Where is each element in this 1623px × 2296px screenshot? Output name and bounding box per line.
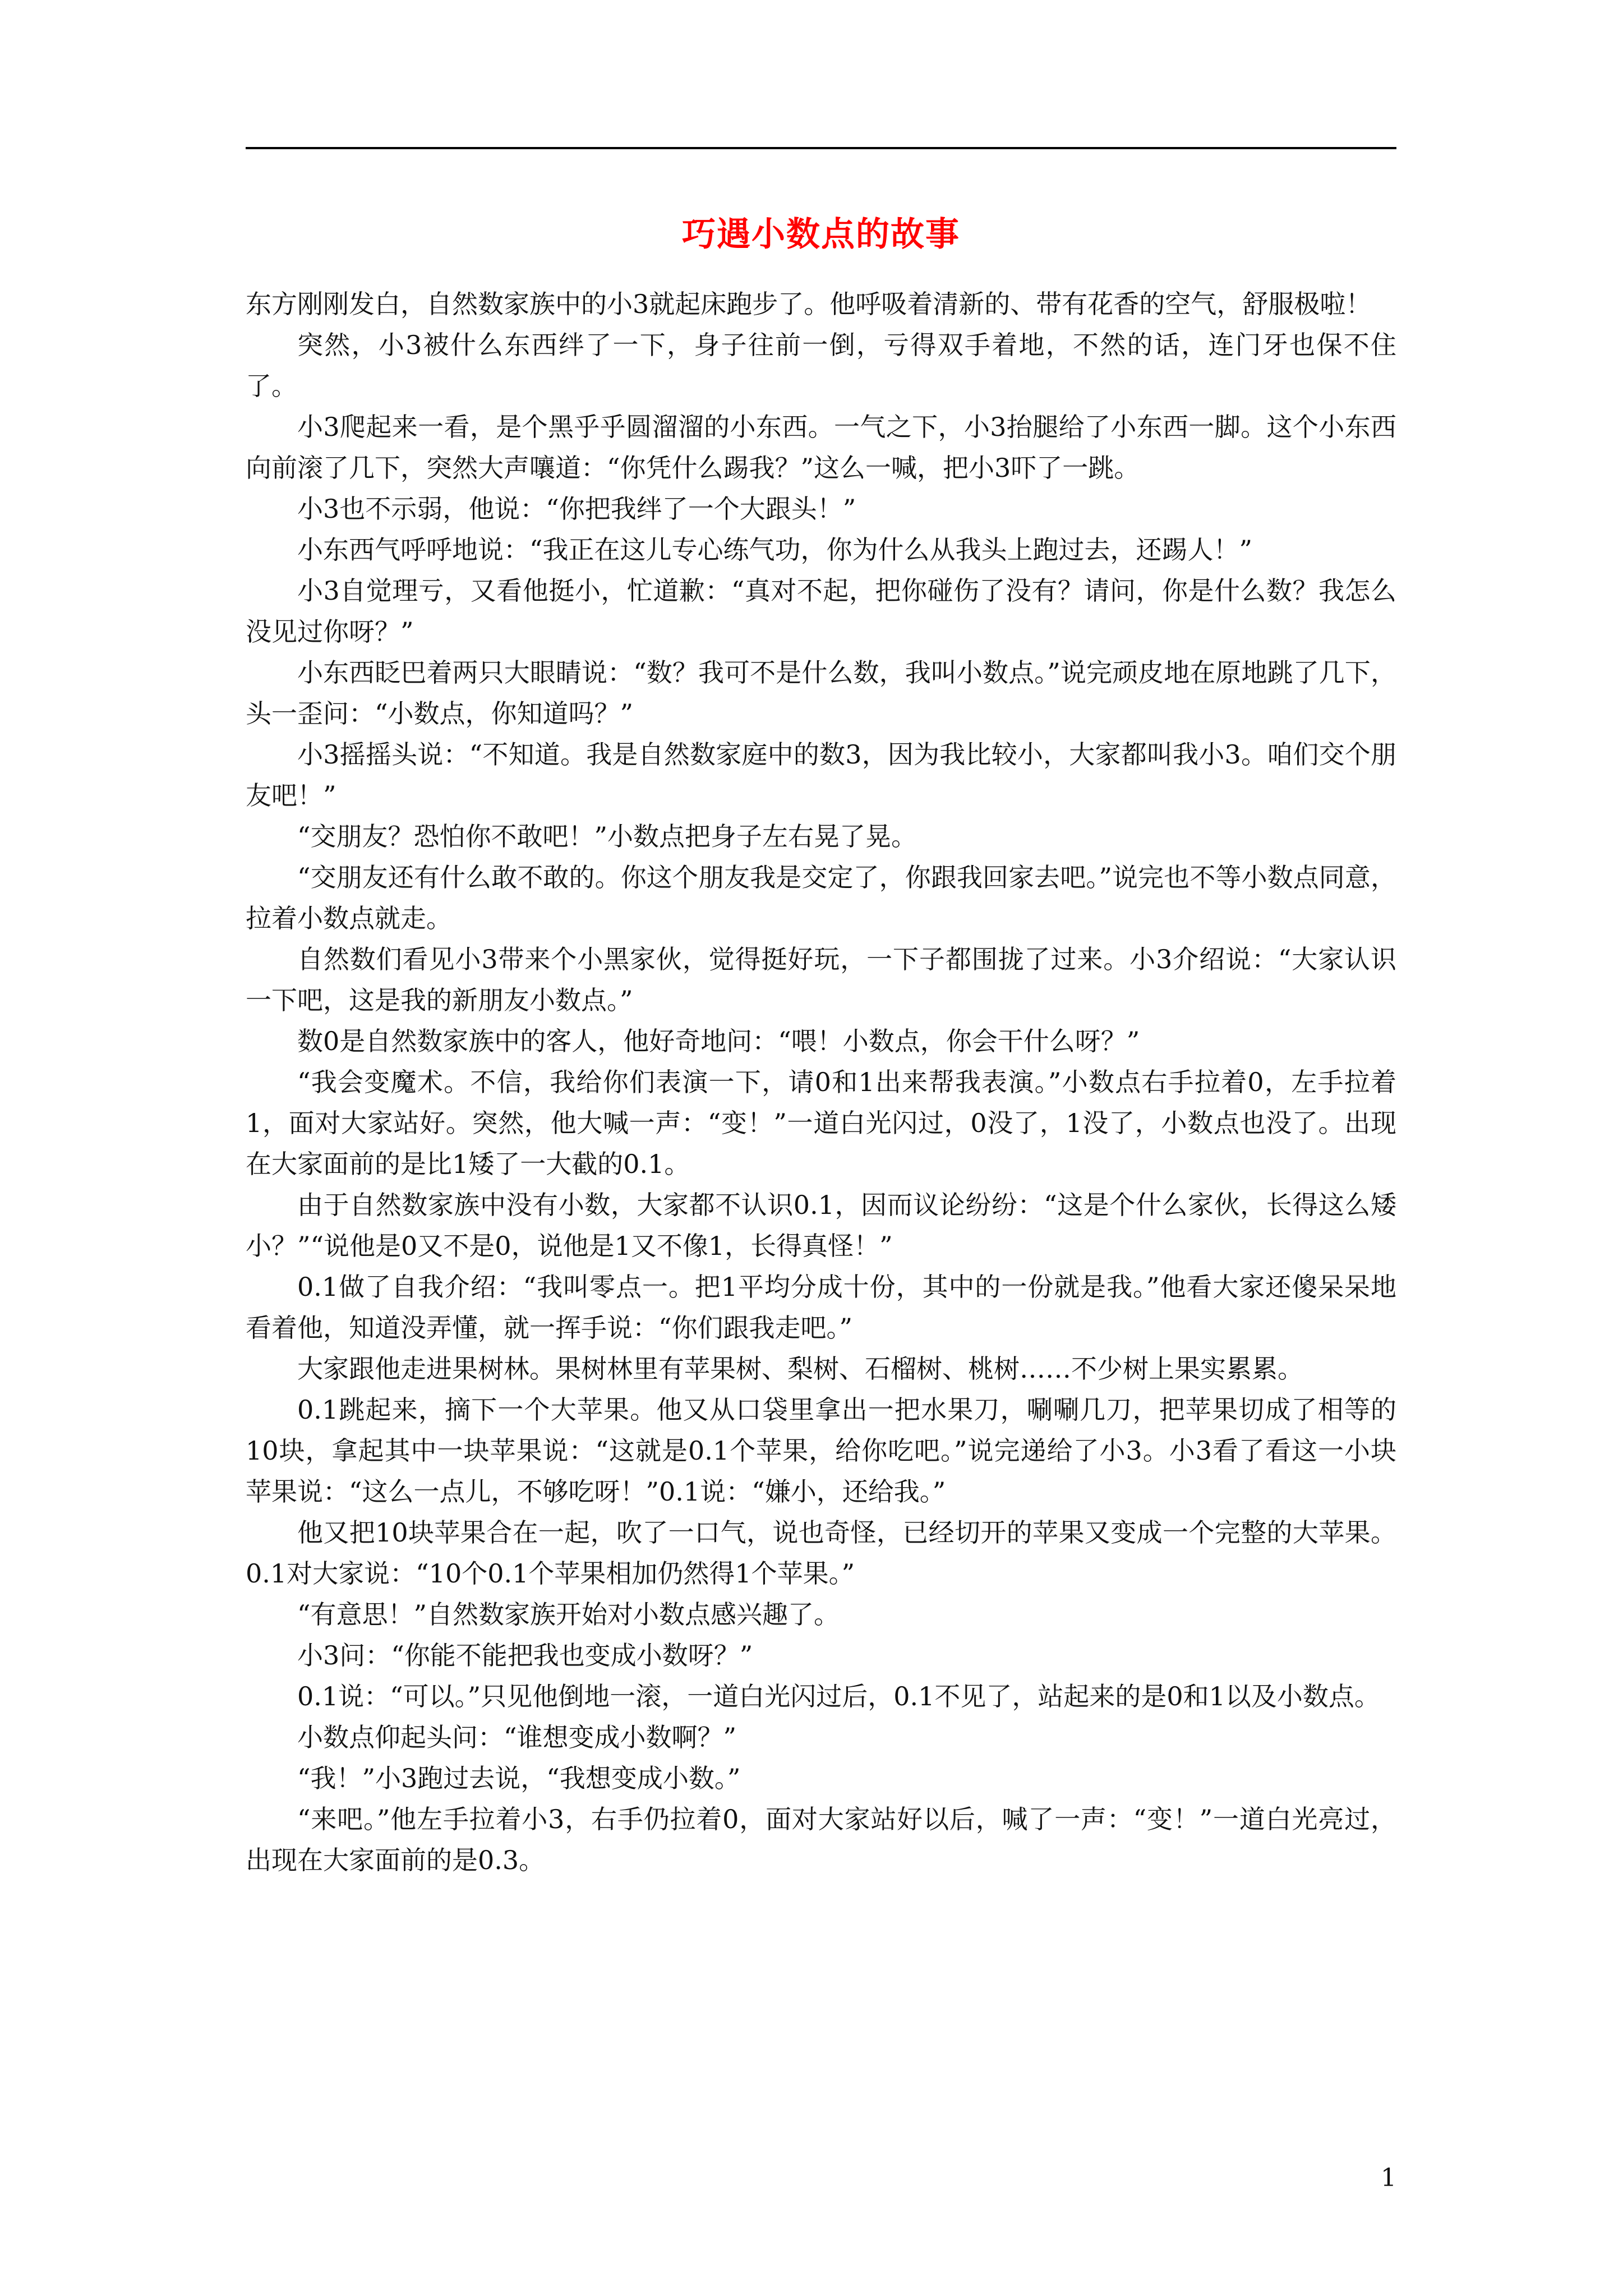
page-title: 巧遇小数点的故事 [682, 215, 960, 254]
paragraph-2: 突然，小3被什么东西绊了一下，身子往前一倒，亏得双手着地，不然的话，连门牙也保不住了。 [246, 330, 1396, 401]
paragraph-19: “有意思！”自然数家族开始对小数点感兴趣了。 [297, 1599, 840, 1630]
paragraph-22: 小数点仰起头问：“谁想变成小数啊？” [297, 1722, 737, 1752]
header-rule [246, 147, 1396, 149]
paragraph-13: “我会变魔术。不信，我给你们表演一下，请0和1出来帮我表演。”小数点右手拉着0，左手拉着1，面对大家站好。突然，他大喊一声：“变！”一道白光闪过，0没了，1没了，小数点也没了。出现在大家面前的是比1矮了一大截的0.1。 [246, 1067, 1396, 1179]
paragraph-21: 0.1说：“可以。”只见他倒地一滚，一道白光闪过后，0.1不见了，站起来的是0和1以及小数点。 [297, 1681, 1380, 1711]
paragraph-20: 小3问：“你能不能把我也变成小数呀？” [297, 1640, 753, 1671]
paragraph-15: 0.1做了自我介绍：“我叫零点一。把1平均分成十份，其中的一份就是我。”他看大家还傻呆呆地看着他，知道没弄懂，就一挥手说：“你们跟我走吧。” [246, 1272, 1396, 1343]
paragraph-16: 大家跟他走进果树林。果树林里有苹果树、梨树、石榴树、桃树……不少树上果实累累。 [297, 1354, 1303, 1384]
story-body [246, 284, 1396, 1881]
paragraph-18: 他又把10块苹果合在一起，吹了一口气，说也奇怪，已经切开的苹果又变成一个完整的大苹果。0.1对大家说：“10个0.1个苹果相加仍然得1个苹果。” [246, 1517, 1396, 1589]
paragraph-4: 小3也不示弱，他说：“你把我绊了一个大跟头！” [297, 494, 856, 524]
paragraph-24: “来吧。”他左手拉着小3，右手仍拉着0，面对大家站好以后，喊了一声：“变！”一道白光亮过，出现在大家面前的是0.3。 [246, 1804, 1396, 1875]
paragraph-11: 自然数们看见小3带来个小黑家伙，觉得挺好玩，一下子都围拢了过来。小3介绍说：“大家认识一下吧，这是我的新朋友小数点。” [246, 944, 1396, 1015]
paragraph-23: “我！”小3跑过去说，“我想变成小数。” [297, 1763, 741, 1793]
paragraph-1: 东方刚刚发白，自然数家族中的小3就起床跑步了。他呼吸着清新的、带有花香的空气，舒服极啦！ [246, 289, 1372, 319]
paragraph-10: “交朋友还有什么敢不敢的。你这个朋友我是交定了，你跟我回家去吧。”说完也不等小数点同意，拉着小数点就走。 [246, 862, 1396, 933]
paragraph-9: “交朋友？恐怕你不敢吧！”小数点把身子左右晃了晃。 [297, 821, 917, 852]
paragraph-17: 0.1跳起来，摘下一个大苹果。他又从口袋里拿出一把水果刀，唰唰几刀，把苹果切成了相等的10块，拿起其中一块苹果说：“这就是0.1个苹果，给你吃吧。”说完递给了小3。小3看了看这一小块苹果说：“这么一点儿，不够吃呀！”0.1说：“嫌小，还给我。” [246, 1395, 1396, 1507]
page-number: 1 [1381, 2164, 1396, 2192]
paragraph-7: 小东西眨巴着两只大眼睛说：“数？我可不是什么数，我叫小数点。”说完顽皮地在原地跳了几下，头一歪问：“小数点，你知道吗？” [246, 657, 1396, 729]
paragraph-3: 小3爬起来一看，是个黑乎乎圆溜溜的小东西。一气之下，小3抬腿给了小东西一脚。这个小东西向前滚了几下，突然大声嚷道：“你凭什么踢我？”这么一喊，把小3吓了一跳。 [246, 412, 1396, 483]
paragraph-8: 小3摇摇头说：“不知道。我是自然数家庭中的数3，因为我比较小，大家都叫我小3。咱们交个朋友吧！” [246, 739, 1396, 811]
paragraph-12: 数0是自然数家族中的客人，他好奇地问：“喂！小数点，你会干什么呀？” [297, 1026, 1140, 1056]
paragraph-6: 小3自觉理亏，又看他挺小，忙道歉：“真对不起，把你碰伤了没有？请问，你是什么数？我怎么没见过你呀？” [246, 576, 1396, 647]
paragraph-5: 小东西气呼呼地说：“我正在这儿专心练气功，你为什么从我头上跑过去，还踢人！” [297, 535, 1253, 565]
paragraph-14: 由于自然数家族中没有小数，大家都不认识0.1，因而议论纷纷：“这是个什么家伙，长得这么矮小？”“说他是0又不是0，说他是1又不像1，长得真怪！” [246, 1190, 1396, 1261]
